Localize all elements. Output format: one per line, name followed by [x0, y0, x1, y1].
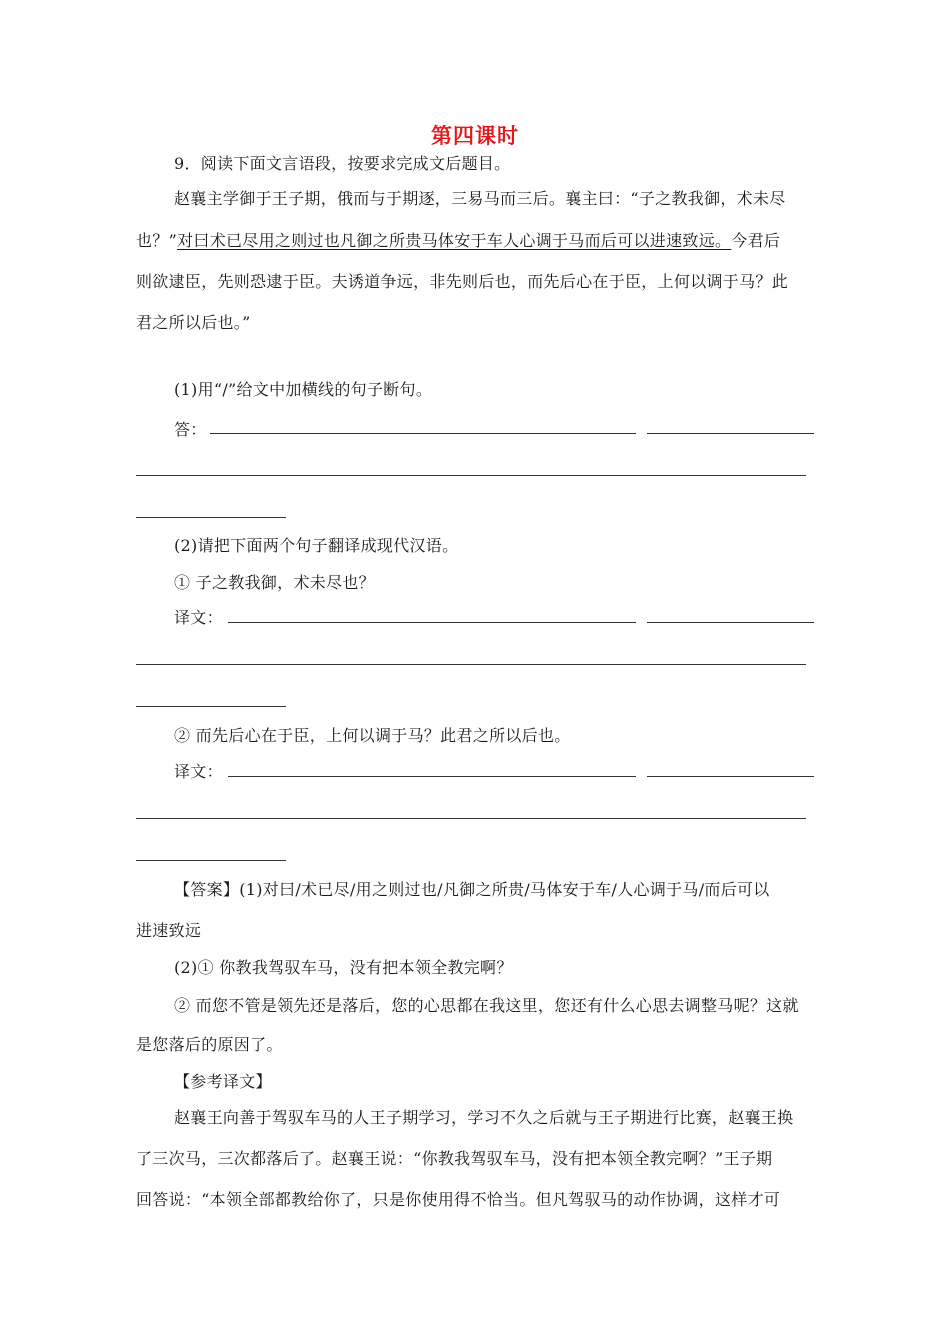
answer-line-2: 进速致远: [136, 921, 202, 940]
answer-blank-1[interactable]: [210, 433, 636, 434]
underlined-sentence: 对曰术已尽用之则过也凡御之所贵马体安于车人心调于马而后可以进速致远。: [177, 231, 732, 250]
translation-label-1: 译文：: [174, 608, 223, 627]
answer-part-1: (1)对曰/术已尽/用之则过也/凡御之所贵/马体安于车/人心调于马/而后可以: [239, 880, 770, 899]
answer-blank-2[interactable]: [647, 433, 814, 434]
translation-blank-1a[interactable]: [228, 622, 636, 623]
answer-blank-4[interactable]: [136, 517, 286, 518]
answer-line-1: [174, 878, 816, 902]
sub2-prompt: (2)请把下面两个句子翻译成现代汉语。: [174, 536, 459, 555]
answer-line-5: 是您落后的原因了。: [136, 1035, 283, 1054]
passage-line-2: [136, 229, 816, 253]
translation-blank-1b[interactable]: [647, 622, 814, 623]
translation-blank-2d[interactable]: [136, 860, 286, 861]
sub2-item-1: ① 子之教我御，术未尽也？: [174, 573, 375, 592]
answer-heading: 【答案】: [174, 880, 240, 899]
translation-label-2: 译文：: [174, 762, 223, 781]
reference-line-1: 赵襄王向善于驾驭车马的人王子期学习，学习不久之后就与王子期进行比赛，赵襄王换: [174, 1108, 794, 1127]
passage-line-2-post: 今君后: [731, 231, 781, 250]
sub1-answer-label: 答：: [174, 420, 207, 439]
passage-line-3: 则欲逮臣，先则恐逮于臣。夫诱道争远，非先则后也，而先后心在于臣，上何以调于马？此: [136, 272, 789, 291]
passage-line-4: 君之所以后也。”: [136, 313, 251, 332]
question-intro: 9．阅读下面文言语段，按要求完成文后题目。: [174, 154, 511, 173]
translation-blank-1c[interactable]: [136, 664, 806, 665]
sub2-item-2: ② 而先后心在于臣，上何以调于马？此君之所以后也。: [174, 726, 571, 745]
translation-blank-1d[interactable]: [136, 706, 286, 707]
reference-heading: 【参考译文】: [174, 1072, 272, 1091]
page-title: 第四课时: [431, 124, 519, 148]
answer-line-4: ② 而您不管是领先还是落后，您的心思都在我这里，您还有什么心思去调整马呢？这就: [174, 996, 799, 1015]
reference-line-2: 了三次马，三次都落后了。赵襄王说：“你教我驾驭车马，没有把本领全教完啊？”王子期: [136, 1149, 773, 1168]
answer-blank-3[interactable]: [136, 475, 806, 476]
answer-line-3: (2)① 你教我驾驭车马，没有把本领全教完啊？: [174, 958, 513, 977]
translation-blank-2a[interactable]: [228, 776, 636, 777]
sub1-prompt: (1)用“/”给文中加横线的句子断句。: [174, 380, 433, 399]
passage-line-1: 赵襄主学御于王子期，俄而与于期逐，三易马而三后。襄主曰：“子之教我御，术未尽: [174, 189, 786, 208]
translation-blank-2c[interactable]: [136, 818, 806, 819]
translation-blank-2b[interactable]: [647, 776, 814, 777]
reference-line-3: 回答说：“本领全部都教给你了，只是你使用得不恰当。但凡驾驭马的动作协调，这样才可: [136, 1190, 781, 1209]
passage-line-2-pre: 也？”: [136, 231, 178, 250]
